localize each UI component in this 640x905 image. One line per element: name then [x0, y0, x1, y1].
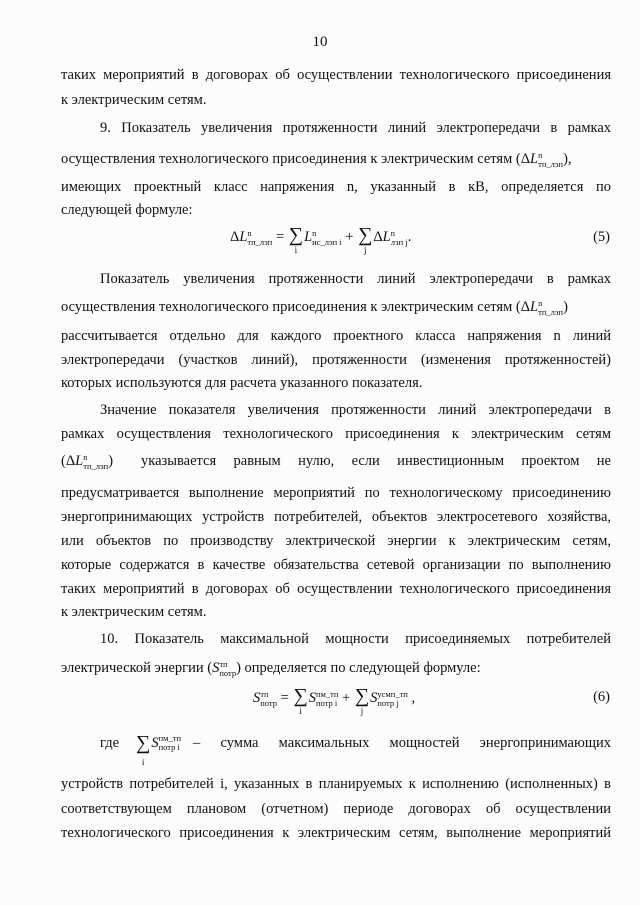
para-zero-line-9: к электрическим сетям. [61, 604, 207, 620]
para-zero-line-8: таких мероприятий в договорах об осуществлении технологического присоединения [61, 581, 611, 597]
para-calc-line-4: электропередачи (участков линий), протяженности (изменения протяженностей) [61, 352, 611, 368]
para-calc-line-3: рассчитывается отдельно для каждого проектного класса напряжения n линий [61, 328, 611, 344]
sum-symbol: ∑ i [136, 732, 151, 767]
para-calc-line-2: осуществления технологического присоединения к электрическим сетям (ΔL n тп_лэп ) [61, 297, 568, 317]
where-line-3: соответствующем плановом (отчетном) периоде договорах об осуществлении [61, 801, 611, 817]
para-zero-line-5: энергопринимающих устройств потребителей, объектов электросетевого хозяйства, [61, 509, 611, 525]
formula-5: ΔL n тп_лэп = ∑ i L n ис_лэп i + ∑ j ΔL n лэп j . [230, 224, 412, 255]
para-zero-line-3: (ΔL n тп_лэп ) указывается равным нулю, если инвестиционным проектом не [61, 451, 611, 471]
formula-6: S тп потр = ∑ i S пм_тп потр i + ∑ j S усмп_тп потр j , [253, 685, 416, 716]
para-zero-line-6: или объектов по производству электрической энергии к электрическим сетям, [61, 533, 611, 549]
para-calc-line-5: которых используются для расчета указанного показателя. [61, 375, 423, 391]
inline-symbol-dL-tp-lep: ΔL n тп_лэп [520, 149, 564, 169]
item-9-line-1: 9. Показатель увеличения протяженности линий электропередачи в рамках [100, 120, 611, 136]
sum-symbol: ∑ i [293, 685, 308, 716]
item-9-line-3: имеющих проектный класс напряжения n, указанный в кВ, определяется по [61, 179, 611, 195]
para-zero-line-4: предусматривается выполнение мероприятий по технологическому присоединению [61, 485, 611, 501]
item-9-line-4: следующей формуле: [61, 202, 193, 218]
para-zero-line-7: которые содержатся в качестве обязательства сетевой организации по выполнению [61, 557, 611, 573]
equation-number-6: (6) [593, 689, 610, 705]
item-10-line-1: 10. Показатель максимальной мощности присоединяемых потребителей [100, 631, 611, 647]
item-9-line-2: осуществления технологического присоединения к электрическим сетям (ΔL n тп_лэп ), [61, 149, 572, 169]
item-10-line-2: электрической энергии (S тп потр ) определяется по следующей формуле: [61, 658, 481, 678]
page-number: 10 [312, 34, 328, 50]
sum-symbol: ∑ j [358, 224, 373, 255]
sum-symbol: ∑ i [288, 224, 304, 255]
paragraph-line: к электрическим сетям. [61, 92, 207, 108]
sum-symbol: ∑ j [354, 685, 370, 716]
equation-number-5: (5) [593, 229, 610, 245]
where-line-1: где ∑ i S пм_тп потр i – сумма максимальных мощностей энергопринимающих [100, 732, 611, 767]
paragraph-line: таких мероприятий в договорах об осуществлении технологического присоединения [61, 67, 611, 83]
where-line-4: технологического присоединения к электрическим сетям, выполнение мероприятий [61, 825, 611, 841]
where-line-2: устройств потребителей i, указанных в планируемых к исполнению (исполненных) в [61, 776, 611, 792]
para-calc-line-1: Показатель увеличения протяженности линий электропередачи в рамках [100, 271, 611, 287]
para-zero-line-1: Значение показателя увеличения протяженности линий электропередачи в [100, 402, 611, 418]
para-zero-line-2: рамках осуществления технологического присоединения к электрическим сетям [61, 426, 611, 442]
